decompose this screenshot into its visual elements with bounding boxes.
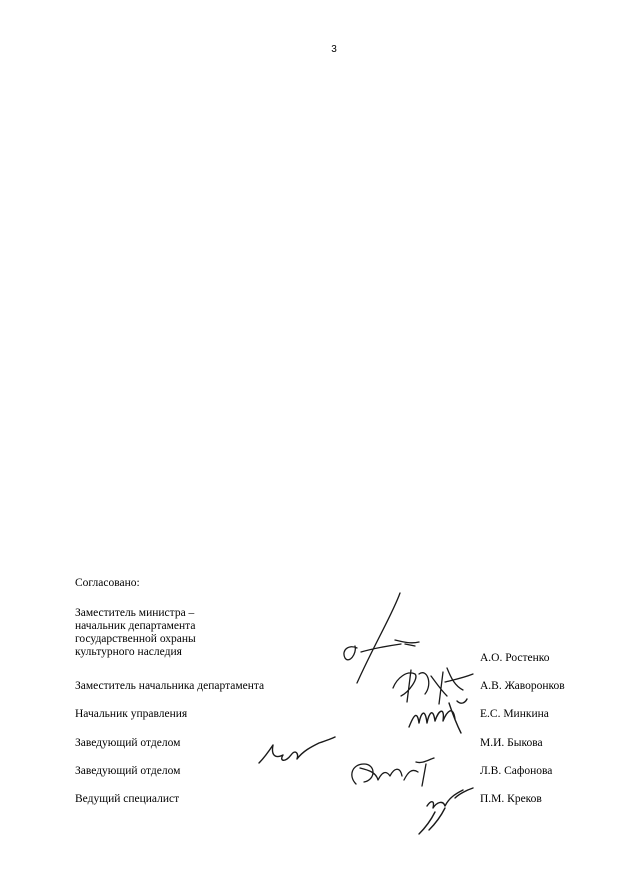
signatory-position-5: Заведующий отделом <box>75 765 181 777</box>
signatory-position-1: Заместитель министра – начальник департамента государственной охраны культурного наследия <box>75 607 196 658</box>
page-number: 3 <box>331 44 337 55</box>
approved-label: Согласовано: <box>75 577 140 589</box>
signature-bykova <box>255 733 337 769</box>
signatory-name-5: Л.В. Сафонова <box>480 765 553 777</box>
signatory-position-4: Заведующий отделом <box>75 737 181 749</box>
signatory-name-4: М.И. Быкова <box>480 737 543 749</box>
signatory-name-6: П.М. Креков <box>480 793 542 805</box>
signatory-position-3: Начальник управления <box>75 708 188 720</box>
signature-minkina <box>405 695 470 737</box>
signatory-name-1: А.О. Ростенко <box>480 652 550 664</box>
signature-krekov <box>415 784 477 836</box>
signatory-position-6: Ведущий специалист <box>75 793 180 805</box>
signatory-position-2: Заместитель начальника департамента <box>75 680 265 692</box>
signatory-name-2: А.В. Жаворонков <box>480 680 565 692</box>
signatory-name-3: Е.С. Минкина <box>480 708 549 720</box>
